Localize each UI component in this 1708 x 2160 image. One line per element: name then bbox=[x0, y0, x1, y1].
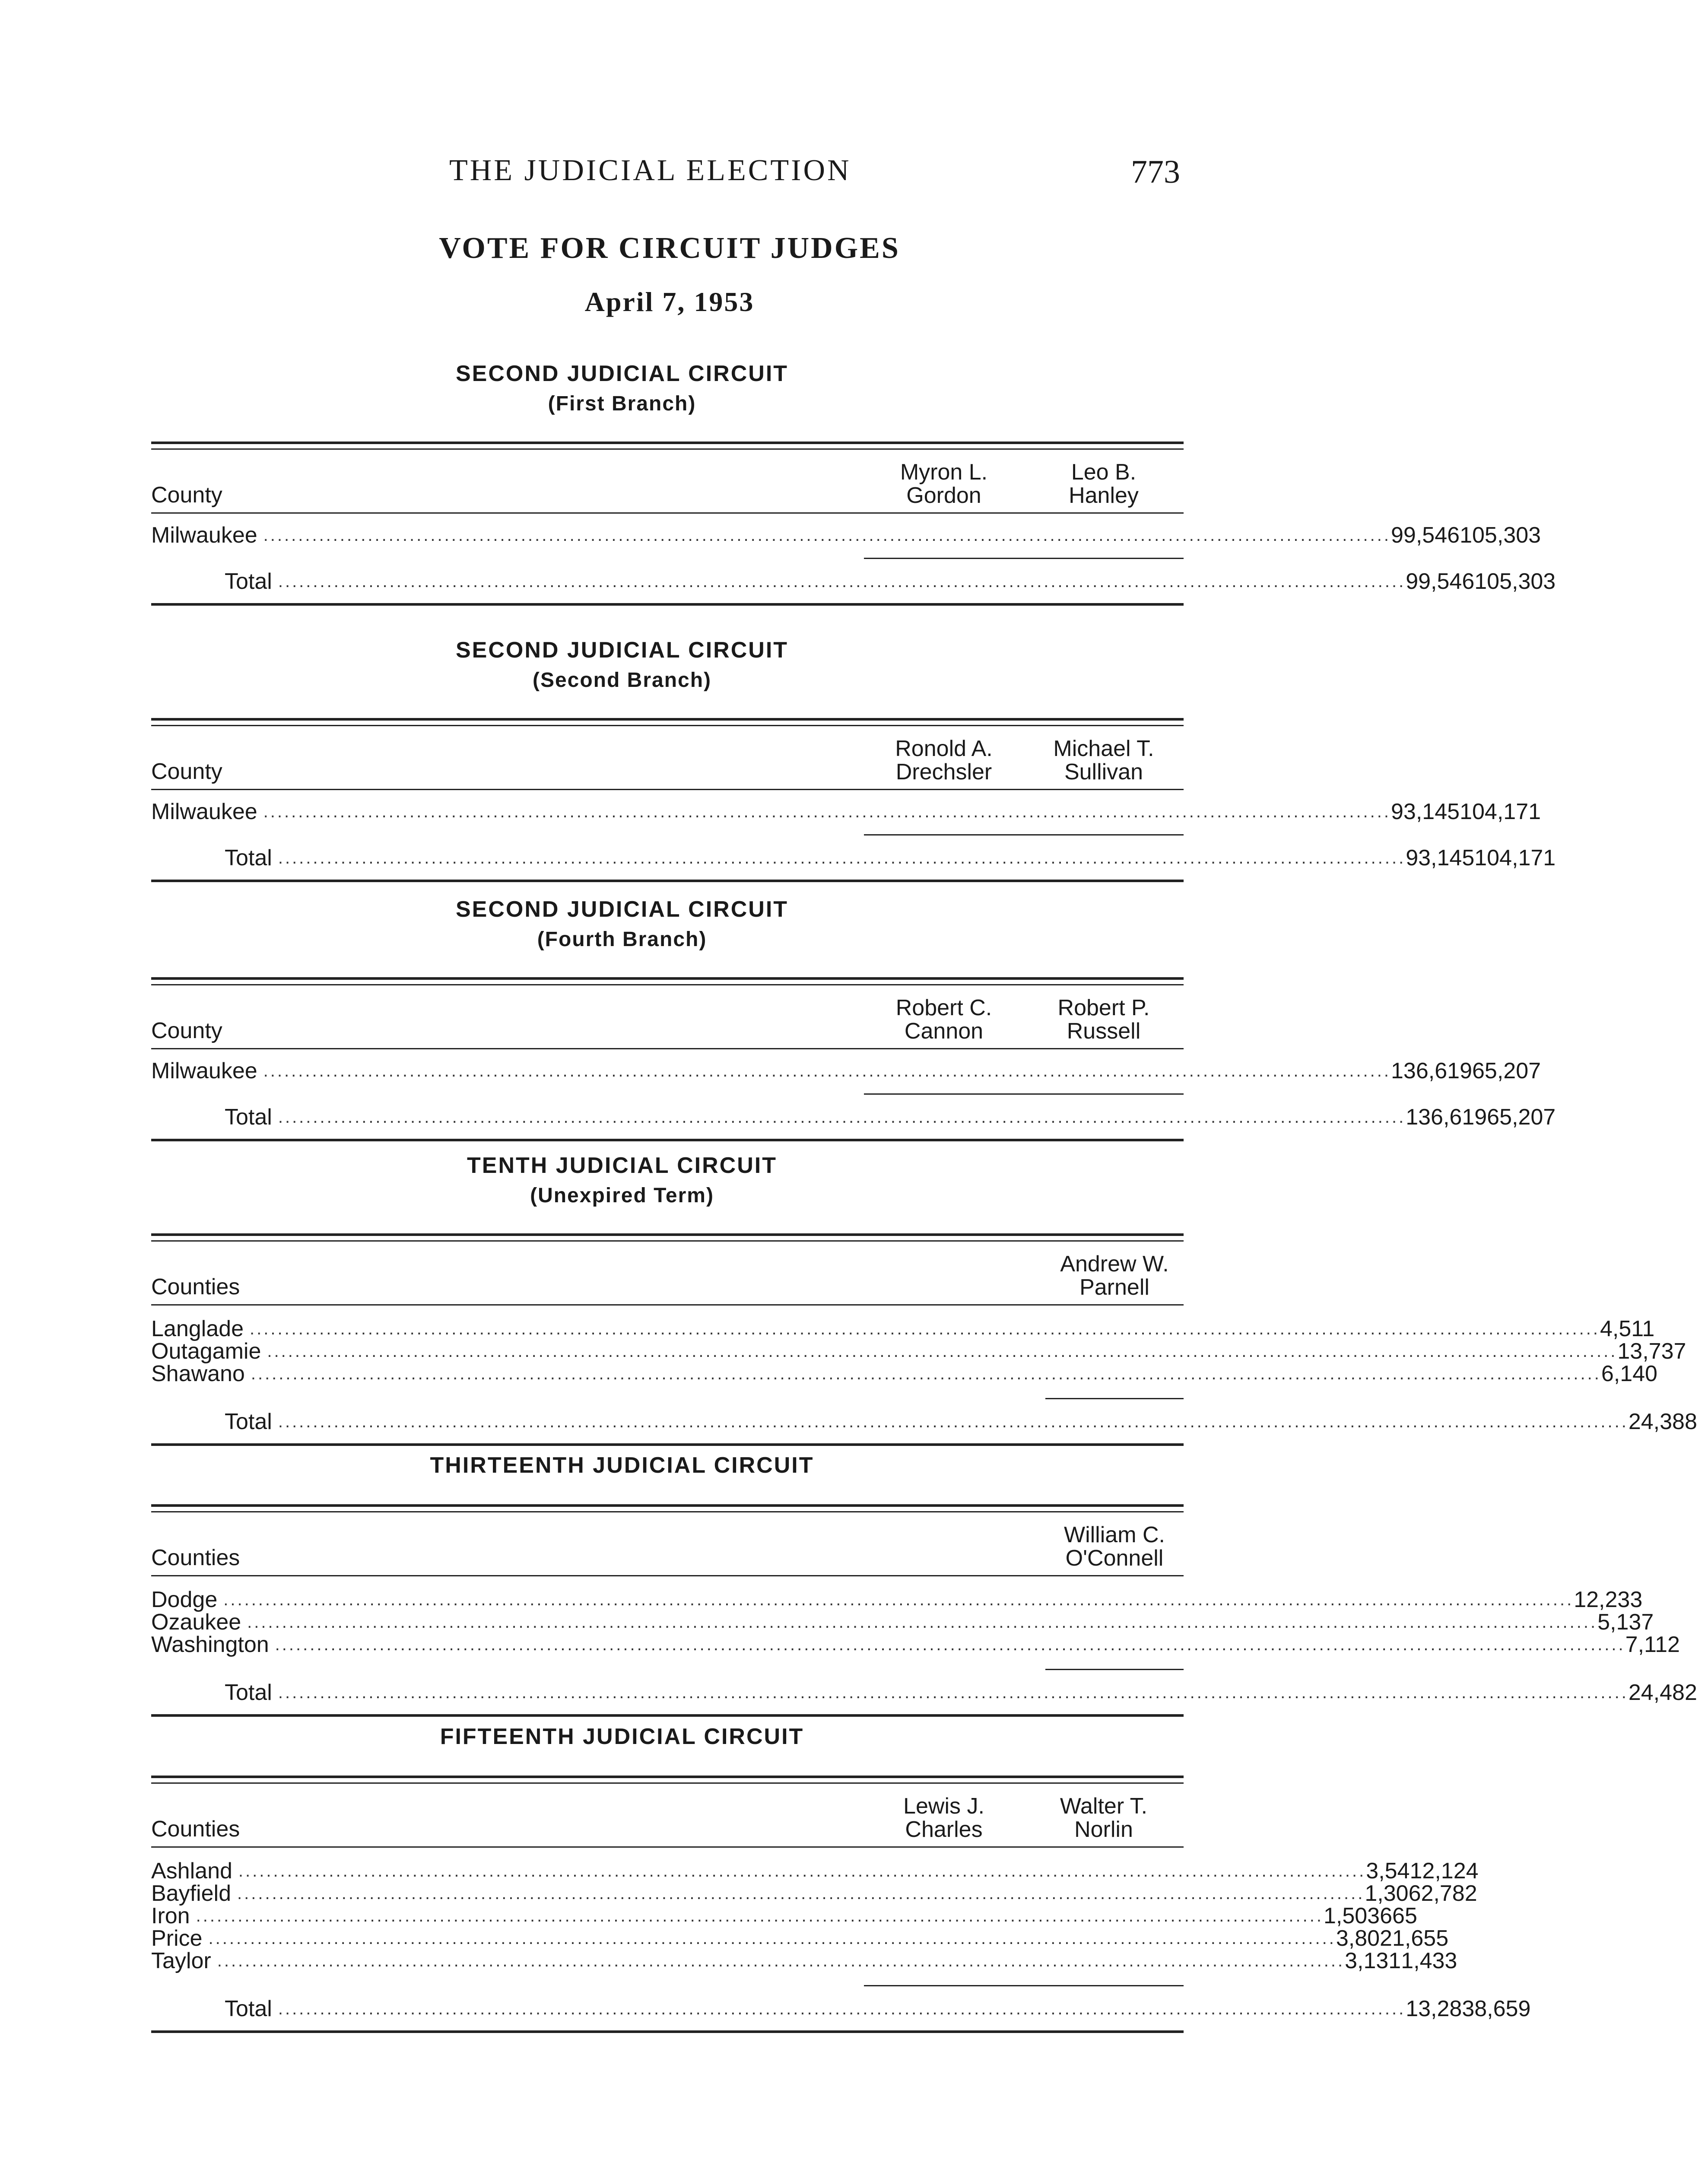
candidate-header bbox=[1024, 461, 1184, 512]
table-row bbox=[151, 790, 1541, 834]
total-label: Total bbox=[225, 1105, 272, 1130]
candidate-last-name: Norlin bbox=[1074, 1817, 1133, 1842]
double-rule bbox=[151, 1504, 1184, 1512]
leader-dots: .................................................................................................................................................................. bbox=[278, 1999, 1406, 2018]
county-name: Outagamie bbox=[151, 1339, 261, 1364]
candidate-header bbox=[864, 1795, 1024, 1846]
bottom-rule bbox=[151, 1443, 1184, 1446]
candidate-first-name: Myron L. bbox=[900, 460, 988, 485]
vote-count: 4,511 bbox=[1600, 1316, 1655, 1341]
candidate-header bbox=[1045, 1252, 1184, 1304]
county-rows bbox=[151, 1848, 1479, 1985]
table-row bbox=[151, 1858, 1479, 1884]
vote-count: 3,541 bbox=[1366, 1858, 1422, 1884]
total-count: 99,546 bbox=[1406, 569, 1475, 594]
candidate-header bbox=[864, 737, 1024, 789]
candidate-last-name: Charles bbox=[905, 1817, 983, 1842]
bottom-rule bbox=[151, 2030, 1184, 2033]
circuit-section bbox=[151, 1153, 1697, 1446]
vote-count: 105,303 bbox=[1460, 523, 1541, 548]
leader-dots: .................................................................................................................................................................................................. bbox=[223, 1590, 1574, 1609]
sum-rule bbox=[151, 1985, 1184, 1986]
county-name: Price bbox=[151, 1926, 203, 1951]
vote-count: 136,619 bbox=[1391, 1058, 1472, 1083]
candidate-first-name: Andrew W. bbox=[1060, 1252, 1169, 1277]
candidate-header bbox=[1045, 1523, 1184, 1575]
leader-dots: .................................................................................................................................................................................................. bbox=[278, 1412, 1629, 1431]
vote-table bbox=[151, 442, 1556, 606]
table-header bbox=[151, 1242, 1184, 1304]
sum-rule bbox=[151, 1398, 1184, 1399]
vote-count: 2,782 bbox=[1421, 1881, 1477, 1906]
document-title: VOTE FOR CIRCUIT JUDGES bbox=[439, 232, 900, 265]
leader-dots: .................................................................................................................................................................. bbox=[208, 1929, 1336, 1948]
vote-table bbox=[151, 718, 1556, 882]
candidate-first-name: William C. bbox=[1064, 1522, 1165, 1547]
vote-count: 3,802 bbox=[1336, 1926, 1392, 1951]
vote-count: 2,124 bbox=[1422, 1858, 1479, 1884]
table-header bbox=[151, 1784, 1184, 1846]
candidate-first-name: Robert C. bbox=[895, 995, 992, 1020]
section-title: SECOND JUDICIAL CIRCUIT bbox=[455, 897, 789, 922]
county-name: Langlade bbox=[151, 1316, 244, 1341]
table-row bbox=[151, 1049, 1541, 1093]
table-row bbox=[151, 1339, 1686, 1364]
candidate-last-name: Parnell bbox=[1079, 1275, 1149, 1300]
candidate-header bbox=[1024, 737, 1184, 789]
table-header bbox=[151, 726, 1184, 789]
vote-count: 13,737 bbox=[1617, 1339, 1686, 1364]
page-number: 773 bbox=[1131, 154, 1180, 190]
county-name: Bayfield bbox=[151, 1881, 231, 1906]
candidate-last-name: Russell bbox=[1067, 1019, 1141, 1044]
county-name: Iron bbox=[151, 1903, 190, 1928]
table-row bbox=[151, 1926, 1449, 1951]
total-count: 8,659 bbox=[1474, 1996, 1531, 2021]
total-row bbox=[151, 1095, 1556, 1139]
candidate-last-name: Drechsler bbox=[895, 759, 992, 785]
total-row bbox=[151, 1399, 1697, 1443]
county-name: Dodge bbox=[151, 1587, 218, 1612]
county-name: Washington bbox=[151, 1632, 269, 1657]
bottom-rule bbox=[151, 1714, 1184, 1717]
bottom-rule bbox=[151, 880, 1184, 882]
vote-count: 99,546 bbox=[1391, 523, 1460, 548]
vote-count: 1,503 bbox=[1323, 1903, 1380, 1928]
table-row bbox=[151, 1610, 1654, 1635]
table-header bbox=[151, 450, 1184, 512]
section-subtitle: (Second Branch) bbox=[532, 669, 712, 692]
total-label: Total bbox=[225, 1409, 272, 1434]
vote-count: 7,112 bbox=[1625, 1632, 1680, 1657]
vote-count: 93,145 bbox=[1391, 799, 1460, 824]
county-name: Ozaukee bbox=[151, 1610, 241, 1635]
table-row bbox=[151, 1632, 1680, 1657]
table-row bbox=[151, 514, 1541, 558]
vote-table bbox=[151, 1233, 1697, 1446]
leader-dots: .................................................................................................................................................................. bbox=[278, 1108, 1406, 1127]
candidate-first-name: Lewis J. bbox=[903, 1794, 984, 1819]
vote-table bbox=[151, 1776, 1531, 2033]
table-row bbox=[151, 1881, 1477, 1906]
column-label: County bbox=[151, 1018, 222, 1043]
leader-dots: .................................................................................................................................................................. bbox=[217, 1951, 1345, 1970]
candidate-last-name: Sullivan bbox=[1064, 759, 1143, 785]
county-name: Milwaukee bbox=[151, 1058, 257, 1083]
vote-count: 1,433 bbox=[1401, 1948, 1457, 1973]
column-label: Counties bbox=[151, 1817, 240, 1842]
double-rule bbox=[151, 977, 1184, 985]
leader-dots: .................................................................................................................................................................................................. bbox=[278, 1683, 1629, 1702]
double-rule bbox=[151, 442, 1184, 450]
section-title: THIRTEENTH JUDICIAL CIRCUIT bbox=[430, 1453, 814, 1478]
total-count: 104,171 bbox=[1474, 845, 1556, 870]
vote-count: 665 bbox=[1380, 1903, 1417, 1928]
leader-dots: .................................................................................................................................................................. bbox=[263, 1061, 1391, 1080]
candidate-header bbox=[1024, 996, 1184, 1048]
sum-rule bbox=[151, 1093, 1184, 1095]
bottom-rule bbox=[151, 603, 1184, 606]
candidate-last-name: Hanley bbox=[1069, 483, 1139, 508]
section-title: TENTH JUDICIAL CIRCUIT bbox=[467, 1153, 777, 1178]
column-label: County bbox=[151, 759, 222, 784]
candidate-last-name: Cannon bbox=[904, 1019, 984, 1044]
county-rows bbox=[151, 1306, 1686, 1398]
leader-dots: .................................................................................................................................................................. bbox=[278, 848, 1406, 867]
total-label: Total bbox=[225, 1680, 272, 1705]
county-rows bbox=[151, 1576, 1680, 1669]
total-count: 13,283 bbox=[1406, 1996, 1475, 2021]
total-row bbox=[151, 1670, 1697, 1714]
candidate-first-name: Walter T. bbox=[1060, 1794, 1148, 1819]
vote-count: 104,171 bbox=[1460, 799, 1541, 824]
vote-table bbox=[151, 977, 1556, 1141]
double-rule bbox=[151, 1233, 1184, 1242]
sum-rule bbox=[151, 834, 1184, 835]
circuit-section bbox=[151, 361, 1556, 606]
table-row bbox=[151, 1316, 1655, 1341]
total-count: 136,619 bbox=[1406, 1105, 1487, 1130]
total-label: Total bbox=[225, 1996, 272, 2021]
county-name: Ashland bbox=[151, 1858, 232, 1884]
leader-dots: .................................................................................................................................................................................................. bbox=[275, 1635, 1625, 1654]
leader-dots: .................................................................................................................................................................................................. bbox=[247, 1613, 1598, 1632]
total-label: Total bbox=[225, 569, 272, 594]
vote-count: 6,140 bbox=[1601, 1361, 1657, 1386]
election-date: April 7, 1953 bbox=[584, 286, 755, 317]
vote-count: 5,137 bbox=[1597, 1610, 1654, 1635]
table-header bbox=[151, 985, 1184, 1048]
total-count: 105,303 bbox=[1474, 569, 1556, 594]
table-row bbox=[151, 1361, 1657, 1386]
table-row bbox=[151, 1587, 1643, 1612]
county-name: Taylor bbox=[151, 1948, 211, 1973]
candidate-last-name: O'Connell bbox=[1065, 1546, 1164, 1571]
leader-dots: .................................................................................................................................................................. bbox=[278, 572, 1406, 591]
leader-dots: .................................................................................................................................................................................................. bbox=[250, 1319, 1600, 1338]
candidate-last-name: Gordon bbox=[906, 483, 981, 508]
section-subtitle: (Unexpired Term) bbox=[530, 1184, 714, 1207]
total-label: Total bbox=[225, 845, 272, 870]
running-head: THE JUDICIAL ELECTION bbox=[449, 154, 851, 187]
total-row bbox=[151, 1986, 1531, 2030]
column-label: Counties bbox=[151, 1274, 240, 1299]
candidate-first-name: Ronold A. bbox=[895, 736, 993, 761]
county-name: Shawano bbox=[151, 1361, 245, 1386]
leader-dots: .................................................................................................................................................................. bbox=[196, 1906, 1324, 1925]
county-name: Milwaukee bbox=[151, 799, 257, 824]
total-count: 24,482 bbox=[1628, 1680, 1697, 1705]
section-title: FIFTEENTH JUDICIAL CIRCUIT bbox=[440, 1724, 804, 1749]
double-rule bbox=[151, 718, 1184, 726]
table-row bbox=[151, 1948, 1457, 1973]
county-name: Milwaukee bbox=[151, 523, 257, 548]
section-title: SECOND JUDICIAL CIRCUIT bbox=[455, 361, 789, 386]
candidate-header bbox=[864, 996, 1024, 1048]
leader-dots: .................................................................................................................................................................................................. bbox=[267, 1342, 1618, 1361]
vote-count: 1,655 bbox=[1392, 1926, 1449, 1951]
leader-dots: .................................................................................................................................................................. bbox=[238, 1861, 1366, 1880]
leader-dots: .................................................................................................................................................................. bbox=[263, 526, 1391, 545]
total-count: 24,388 bbox=[1628, 1409, 1697, 1434]
total-count: 65,207 bbox=[1487, 1105, 1556, 1130]
section-subtitle: (Fourth Branch) bbox=[537, 928, 707, 951]
vote-table bbox=[151, 1504, 1697, 1717]
total-row bbox=[151, 835, 1556, 880]
vote-count: 1,306 bbox=[1365, 1881, 1421, 1906]
leader-dots: .................................................................................................................................................................................................. bbox=[251, 1364, 1601, 1383]
double-rule bbox=[151, 1776, 1184, 1784]
candidate-header bbox=[864, 461, 1024, 512]
leader-dots: .................................................................................................................................................................. bbox=[263, 802, 1391, 821]
vote-count: 12,233 bbox=[1574, 1587, 1643, 1612]
bottom-rule bbox=[151, 1139, 1184, 1141]
vote-count: 3,131 bbox=[1345, 1948, 1401, 1973]
sum-rule bbox=[151, 1669, 1184, 1670]
total-row bbox=[151, 559, 1556, 603]
circuit-section bbox=[151, 896, 1556, 1141]
column-label: Counties bbox=[151, 1545, 240, 1570]
candidate-first-name: Michael T. bbox=[1053, 736, 1154, 761]
table-row bbox=[151, 1903, 1417, 1928]
total-count: 93,145 bbox=[1406, 845, 1475, 870]
section-subtitle: (First Branch) bbox=[548, 392, 696, 415]
table-header bbox=[151, 1512, 1184, 1575]
leader-dots: .................................................................................................................................................................. bbox=[237, 1884, 1365, 1903]
vote-count: 65,207 bbox=[1472, 1058, 1541, 1083]
column-label: County bbox=[151, 483, 222, 508]
sum-rule bbox=[151, 558, 1184, 559]
circuit-section bbox=[151, 637, 1556, 882]
candidate-first-name: Robert P. bbox=[1057, 995, 1150, 1020]
candidate-header bbox=[1024, 1795, 1184, 1846]
circuit-section bbox=[151, 1724, 1531, 2033]
circuit-section bbox=[151, 1452, 1697, 1717]
candidate-first-name: Leo B. bbox=[1071, 460, 1137, 485]
section-title: SECOND JUDICIAL CIRCUIT bbox=[455, 638, 789, 663]
